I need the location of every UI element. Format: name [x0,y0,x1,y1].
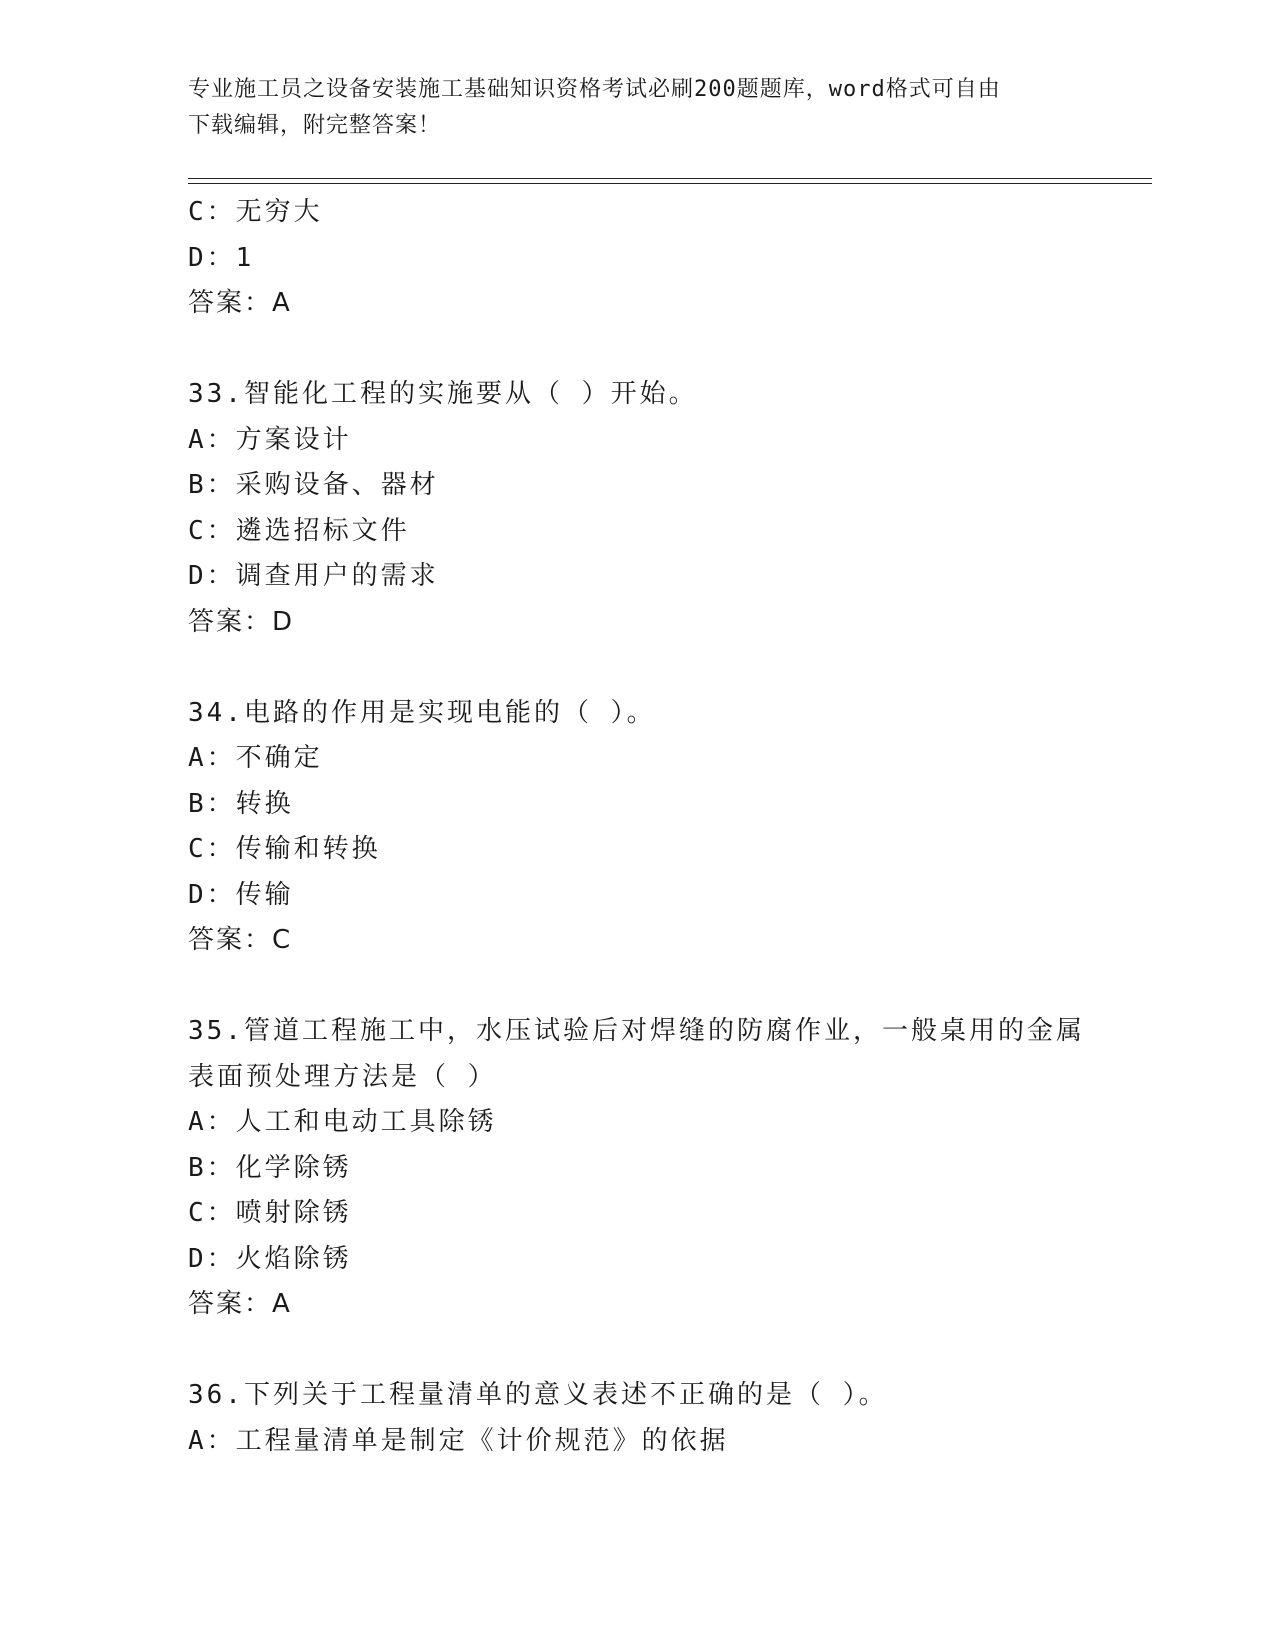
question-35 [188,1009,1088,1328]
question-list [188,190,1088,1464]
question-text-line-2: 表面预处理方法是（ ） [188,1061,497,1092]
answer-label: 答案：A [188,1289,292,1319]
option-a: A：人工和电动工具除锈 [188,1107,497,1137]
header-rule-bottom [188,183,1152,184]
option-b: B：采购设备、器材 [188,470,439,500]
spacer [188,645,1088,691]
previous-question-tail [188,190,1088,327]
question-33 [188,372,1088,645]
spacer [188,1328,1088,1374]
question-34 [188,691,1088,964]
option-b: B：转换 [188,788,294,819]
option-c: C：传输和转换 [188,834,381,864]
header-line-2: 下载编辑，附完整答案！ [188,113,442,138]
option-d: D：火焰除锈 [188,1243,352,1274]
option-d: D：调查用户的需求 [188,561,439,591]
document-header [188,72,1088,144]
question-36 [188,1373,1088,1464]
option-d: D：传输 [188,879,294,910]
answer-label: 答案：A [188,288,292,318]
option-c: C：遴选招标文件 [188,515,410,546]
question-text-line-1: 35.管道工程施工中，水压试验后对焊缝的防腐作业，一般桌用的金属 [188,1016,1085,1046]
header-line-1: 专业施工员之设备安装施工基础知识资格考试必刷200题题库，word格式可自由 [188,77,1001,102]
option-a: A：不确定 [188,743,323,773]
question-text: 34.电路的作用是实现电能的（ ）。 [188,697,656,728]
question-text: 33.智能化工程的实施要从（ ）开始。 [188,379,698,409]
option-d: D：1 [188,242,255,273]
answer-label: 答案：D [188,606,295,637]
option-a: A：方案设计 [188,424,352,455]
option-b: B：化学除锈 [188,1152,352,1183]
answer-label: 答案：C [188,925,293,955]
spacer [188,964,1088,1010]
option-a: A：工程量清单是制定《计价规范》的依据 [188,1425,729,1456]
question-text: 36.下列关于工程量清单的意义表述不正确的是（ ）。 [188,1380,888,1410]
header-rule-top [188,178,1152,179]
spacer [188,327,1088,373]
option-c: C：喷射除锈 [188,1198,352,1228]
option-c: C：无穷大 [188,197,323,227]
